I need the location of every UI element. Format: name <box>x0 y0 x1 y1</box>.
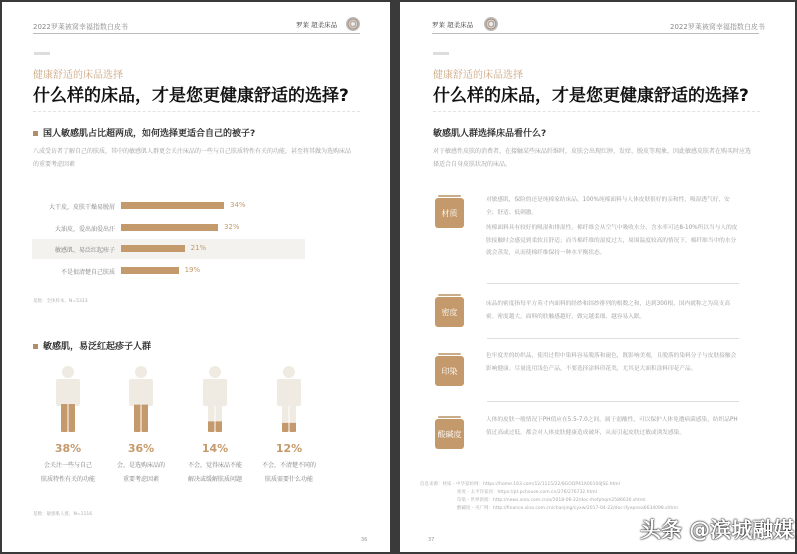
brand-name: 罗莱 超柔床品 <box>432 21 474 29</box>
label-line: 会关注一些与自己 <box>43 462 92 469</box>
page-number: 36 <box>361 537 368 543</box>
page-title: 什么样的床品，才是您更健康舒适的选择? <box>433 86 749 106</box>
person-icon <box>274 366 304 432</box>
material-text: 对敏感肌，保险的还是纯棉家纺床品。100%纯棉面料与人体皮肤很好的亲和性，吸湿透气好，安全、舒适、低刺激。 <box>486 197 730 216</box>
person-icon <box>126 366 156 432</box>
bar <box>121 245 185 252</box>
divider <box>487 338 739 339</box>
badge-density: 密度 <box>435 297 464 327</box>
section-heading: 敏感肌人群选择床品看什么? <box>433 129 547 139</box>
pictogram-value: 14% <box>201 442 229 455</box>
intro-paragraph: 八成受访者了解自己的肤质，其中的敏感肌人群更会关注床品的一些与自己肤质特性有关的功能，甚至将其做为选购床品的重要考虑因素 <box>33 148 352 168</box>
pictogram-label <box>259 459 319 487</box>
printing-text: 色牢度差的纺织品，使用过程中染料容易脱落和褪色，既影响美观，且脱落的染料分子与皮肤接触会影响健康。尽量选用浅色产品，不要选择涂料印花类，尤其是大面积涂料印花产品。 <box>486 353 737 372</box>
watermark: 头条 @滨城融媒 <box>640 518 795 542</box>
label-line: 会，是选购床品的 <box>116 462 165 469</box>
label-line: 不会，不清楚不同的 <box>261 462 316 469</box>
source-line: 酸碱度 - 央广网：http://finance.sina.com.cn/chanjing/cyxw/2017-04-22/doc-ifyepnea6634098.shtml <box>457 506 678 511</box>
bar-value-label: 32% <box>223 222 240 231</box>
section-heading-text: 敏感肌，易泛红起疹子人群 <box>43 342 152 352</box>
divider <box>487 283 739 284</box>
source-note: 基数：全体样本，N=5313 <box>33 299 88 304</box>
page-number: 37 <box>428 537 435 543</box>
bar <box>121 267 179 274</box>
person-icon <box>200 366 230 432</box>
source-line: 密度 - 太平洋家居：https://pt.pchouse.com.cn/276/276732.html <box>457 490 597 495</box>
bar-label: 不是很清楚自己肤质 <box>60 268 115 276</box>
density-text: 床品的密度指每平方英寸内面料的经纱和纬纱排列的根数之和，达到300根，国内就称之为高支高密。密度越大，面料的肤触感越好，做完越柔细、越容易入眠。 <box>486 301 731 320</box>
pictogram-value: 36% <box>127 442 155 455</box>
subtitle: 健康舒适的床品选择 <box>433 70 523 81</box>
pictogram-label <box>185 459 245 487</box>
bar <box>121 224 218 231</box>
badge-printing: 印染 <box>435 356 464 386</box>
bar-label: 敏感肌，易泛红起疹子 <box>54 247 115 254</box>
ph-text: 人体的皮肤一般情况下PH值应在5.5-7.0之间，属于弱酸性，可以保护人体免遭病菌感染，纺织品PH值过高或过低，都会对人体皮肤健康造成破坏，从而引起皮肤过敏或诱发感染。 <box>486 417 738 436</box>
header-title: 2022罗莱被窝幸福指数白皮书 <box>670 23 765 31</box>
bar-value-label: 34% <box>230 201 246 209</box>
bar-row <box>32 196 305 216</box>
pictogram-item <box>259 366 319 487</box>
brand-logo-icon <box>346 17 360 31</box>
header-title: 2022罗莱被窝幸福指数白皮书 <box>33 23 128 31</box>
source-line: 印染 - 世界新闻：http://news.sina.com.cn/o/2018-06-22/doc-ihefphqm2586630.shtml <box>457 498 646 503</box>
pictogram-value: 38% <box>54 442 82 455</box>
label-line: 肤质需要什么功能 <box>264 476 313 483</box>
bullet-square-icon <box>33 344 38 349</box>
bar-value-label: 21% <box>190 244 207 252</box>
divider <box>433 111 760 112</box>
source-line: 信息来源：材质 - 中华家纺网：https://home.163.com/12/1115/22/8GOQP41A00104JSE.html <box>420 482 620 487</box>
divider <box>33 111 360 112</box>
bar-row <box>32 218 305 238</box>
pictogram-label <box>111 459 171 487</box>
intro-paragraph: 对于敏感性皮肤的消费者，在接触某些床品纤维时，皮肤会出现红肿、发痒、脱皮等现象，因此敏感皮肤者在购买时应选择适合自身皮肤状况的床品。 <box>433 148 752 168</box>
pictogram-label <box>38 459 98 487</box>
header-rule <box>432 33 759 34</box>
section-heading <box>33 126 255 139</box>
label-line: 肤质特性有关的功能 <box>40 476 95 483</box>
bar-row <box>32 239 305 259</box>
page-title: 什么样的床品，才是您更健康舒适的选择? <box>33 86 349 106</box>
decor-bar <box>34 52 50 55</box>
header-rule <box>33 33 360 34</box>
bullet-square-icon <box>33 131 38 136</box>
brand-name: 罗莱 超柔床品 <box>296 21 338 29</box>
pictogram-item <box>38 366 98 487</box>
badge-material: 材质 <box>435 198 464 228</box>
bar-row <box>32 261 305 281</box>
person-icon <box>53 366 83 432</box>
divider <box>487 401 739 402</box>
section-heading-text: 国人敏感肌占比超两成，如何选择更适合自己的被子? <box>43 129 256 139</box>
badge-ph: 酸碱度 <box>435 419 464 449</box>
bar-value-label: 19% <box>184 265 201 274</box>
label-line: 解决或缓解肤质问题 <box>187 476 242 483</box>
pictogram-item <box>111 366 171 487</box>
bar <box>121 202 224 209</box>
right-page <box>400 2 795 552</box>
label-line: 不会，觉得床品不能 <box>187 462 242 469</box>
left-page <box>2 2 390 552</box>
label-line: 重要考虑因素 <box>122 476 159 483</box>
pictogram-value: 12% <box>275 442 303 455</box>
source-note-2: 基数：敏感肌人群，N=1116 <box>33 512 93 517</box>
bar-label: 大干皮，皮肤干燥易脱屑 <box>48 204 115 211</box>
material-text-2: 纯棉面料具有较好的吸湿和排湿性。棉纤维会从空气中吸收水分，含水率可达8-10%所以当与人的皮肤接触时会感觉到柔软且舒适；而当棉纤维的湿度过大，周围温度较高的情况下，棉纤维当中的水分就会蒸发，从而使棉纤维保持一种水平衡状态。 <box>486 225 738 256</box>
subtitle: 健康舒适的床品选择 <box>33 70 123 81</box>
pictogram-item <box>185 366 245 487</box>
bar-label: 大油皮，爱出油爱出汗 <box>54 225 115 233</box>
decor-bar <box>433 52 449 55</box>
brand-logo-icon <box>484 17 498 31</box>
section-heading-2 <box>33 339 151 352</box>
